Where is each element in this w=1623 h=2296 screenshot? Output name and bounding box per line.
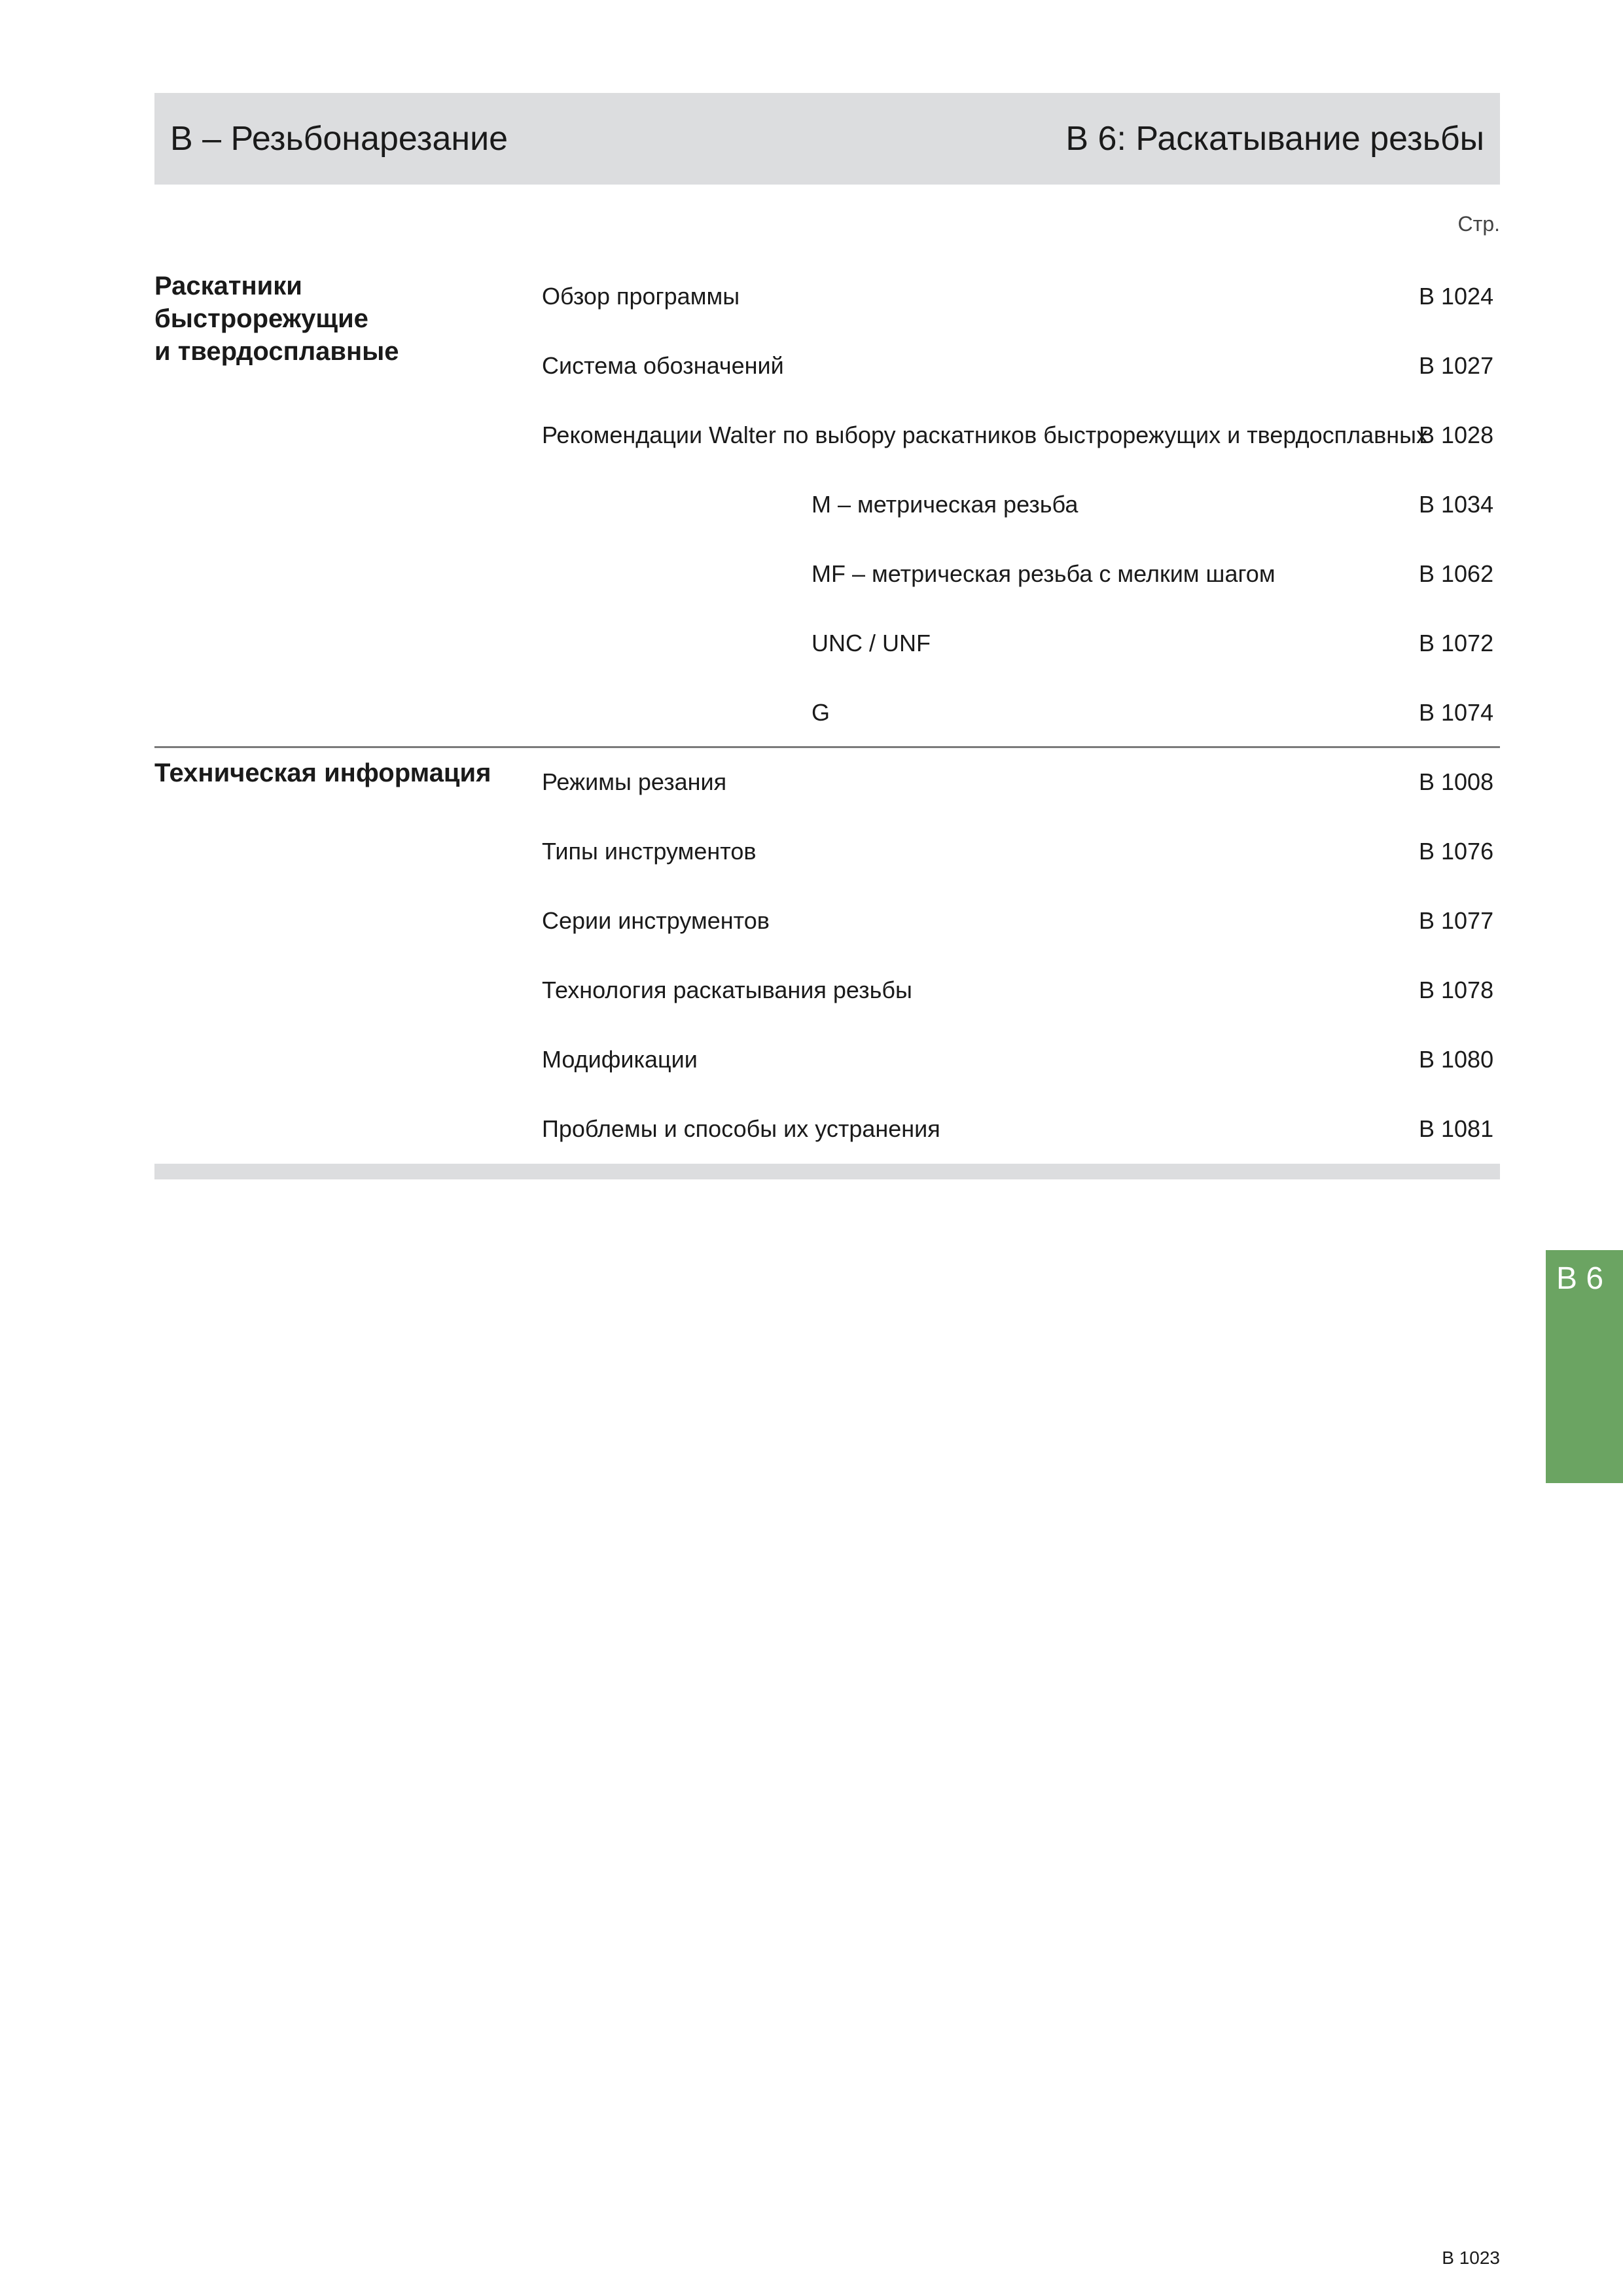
toc-entry-page[interactable]: B 1078 [1419, 977, 1494, 1003]
toc-entry-label[interactable]: Серии инструментов [542, 907, 770, 934]
toc-entry-label[interactable]: Обзор программы [542, 283, 740, 310]
toc-subentry-label[interactable]: MF – метрическая резьба с мелким шагом [812, 560, 1275, 587]
toc-entry-label[interactable]: Проблемы и способы их устранения [542, 1115, 940, 1142]
section-heading-line: Раскатники [154, 272, 302, 300]
toc-entry-page[interactable]: B 1080 [1419, 1046, 1494, 1073]
section-heading-line: Техническая информация [154, 759, 491, 787]
toc-entry-page[interactable]: B 1074 [1419, 699, 1494, 726]
toc-entry-page[interactable]: B 1034 [1419, 491, 1494, 518]
toc-subentry-label[interactable]: M – метрическая резьба [812, 491, 1079, 518]
toc-entry-page[interactable]: B 1077 [1419, 907, 1494, 934]
toc-entry-label[interactable]: Типы инструментов [542, 838, 757, 865]
toc-entry-label[interactable]: Режимы резания [542, 768, 727, 795]
header-bar [154, 93, 1500, 185]
section-heading-technical-info [154, 757, 521, 789]
toc-entry-page[interactable]: B 1024 [1419, 283, 1494, 310]
chapter-title: B – Резьбонарезание [170, 120, 508, 158]
bottom-rule [154, 1164, 1500, 1179]
section-heading-line: и твердосплавные [154, 337, 399, 366]
chapter-side-tab[interactable] [1546, 1250, 1623, 1483]
toc-entry-label[interactable]: Модификации [542, 1046, 698, 1073]
toc-entry-page[interactable]: B 1027 [1419, 352, 1494, 379]
section-title: B 6: Раскатывание резьбы [1065, 120, 1484, 158]
toc-entry-page[interactable]: B 1062 [1419, 560, 1494, 587]
toc-subentry-label[interactable]: G [812, 699, 830, 726]
toc-entry-page[interactable]: B 1081 [1419, 1115, 1494, 1142]
toc-entry-label[interactable]: Система обозначений [542, 352, 784, 379]
side-tab-label: B 6 [1556, 1261, 1604, 1296]
toc-entry-page[interactable]: B 1008 [1419, 768, 1494, 795]
section-heading-rollers [154, 270, 521, 368]
section-heading-line: быстрорежущие [154, 304, 368, 333]
toc-entry-page[interactable]: B 1072 [1419, 630, 1494, 656]
toc-entry-page[interactable]: B 1076 [1419, 838, 1494, 865]
toc-entry-label[interactable]: Технология раскатывания резьбы [542, 977, 912, 1003]
toc-entry-page[interactable]: B 1028 [1419, 422, 1494, 448]
page-column-label: Стр. [1457, 212, 1500, 236]
toc-subentry-label[interactable]: UNC / UNF [812, 630, 931, 656]
section-divider [154, 746, 1500, 748]
toc-entry-label[interactable]: Рекомендации Walter по выбору раскатников быстрорежущих и твердосплавных [542, 422, 1429, 448]
page-number: B 1023 [1442, 2248, 1500, 2268]
